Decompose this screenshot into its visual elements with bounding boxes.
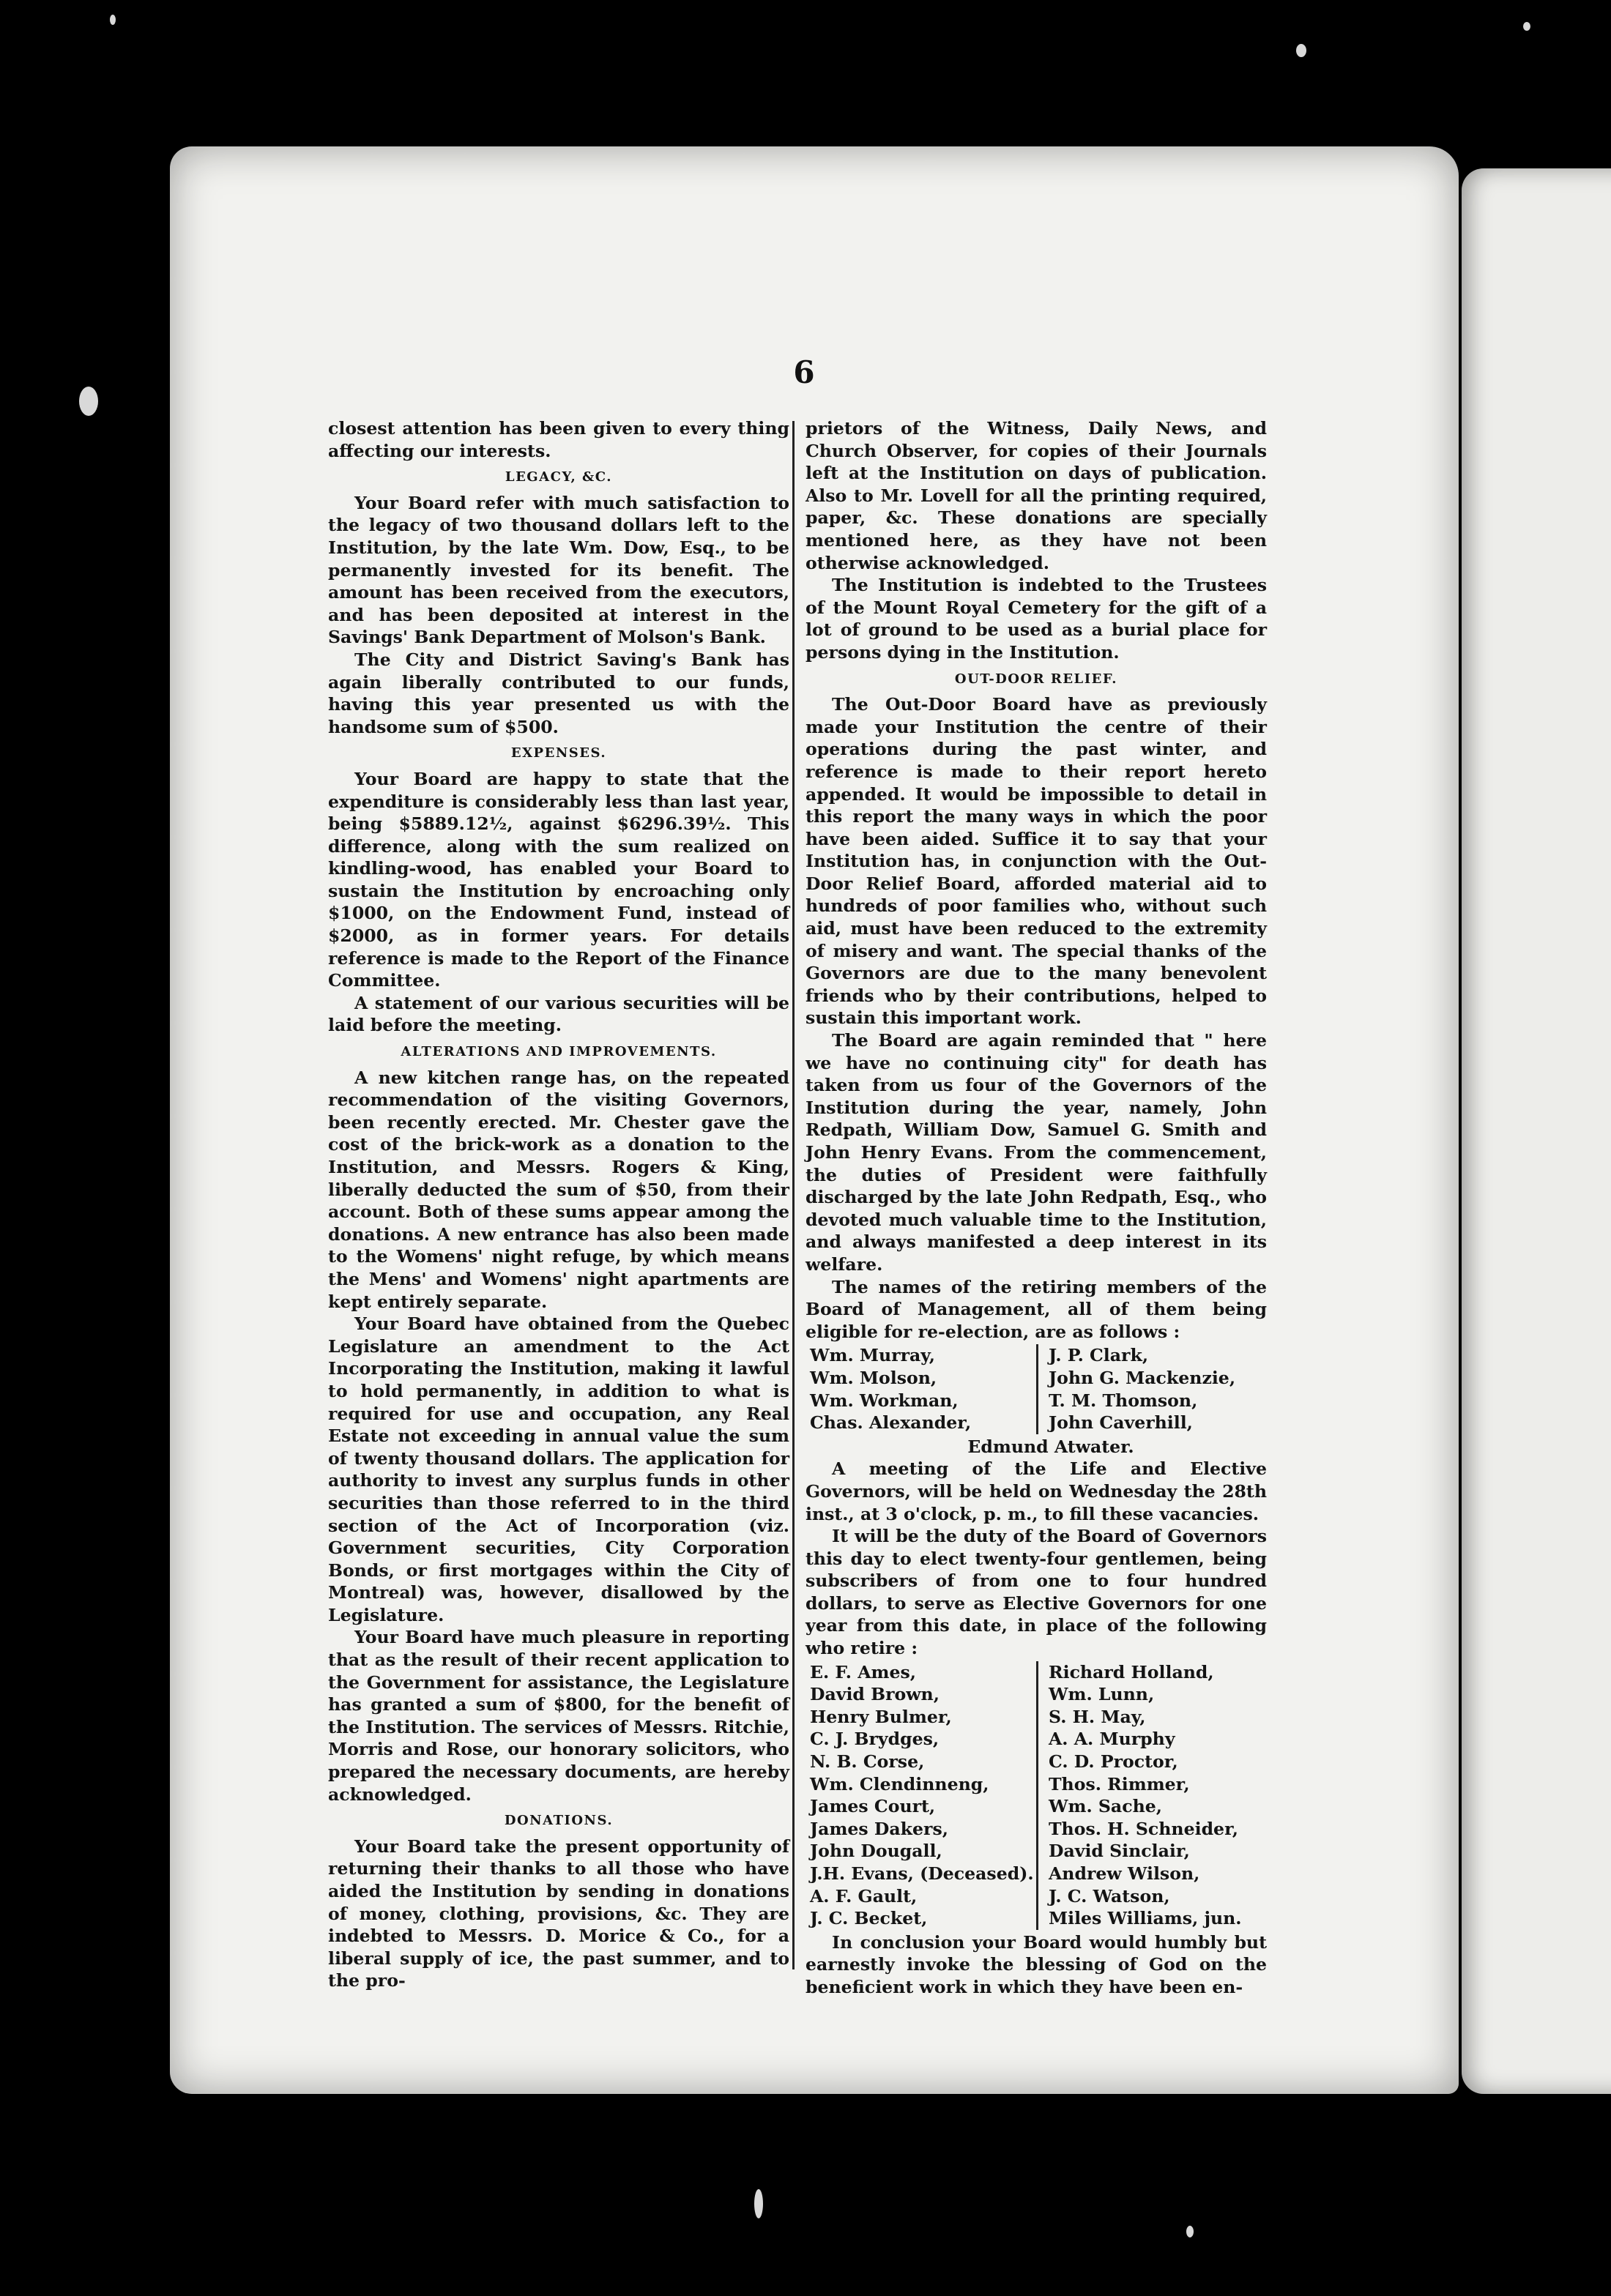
paragraph: Your Board refer with much satisfaction to the legacy of two thousand dollars left to the Institution, by the late Wm. Dow, Esq., to be permanently invested for its benefit. The amount has been received from the executors, and has been deposited at interest in the Savings' Bank Department of Molson's Bank.: [328, 492, 789, 648]
section-heading-alterations: ALTERATIONS AND IMPROVEMENTS.: [401, 1044, 717, 1060]
list-item: James Dakers,: [810, 1818, 948, 1839]
list-item: C. D. Proctor,: [1049, 1751, 1178, 1773]
list-item: J. C. Watson,: [1049, 1885, 1170, 1906]
list-item: J. P. Clark,: [1049, 1345, 1149, 1366]
film-speck: [110, 15, 116, 25]
paragraph: A statement of our various securities will be laid before the meeting.: [328, 992, 789, 1036]
retiring-governors-list: [806, 1661, 1267, 1930]
paragraph: closest attention has been given to every thing affecting our interests.: [328, 418, 789, 461]
paragraph: A meeting of the Life and Elective Governors, will be held on Wednesday the 28th inst., at 3 o'clock, p. m., to fill these vacancies.: [806, 1458, 1267, 1524]
paragraph: It will be the duty of the Board of Governors this day to elect twenty-four gentlemen, being subscribers of from one to four hundred dollars, to serve as Elective Governors for one year from this date, in place of the following who retire :: [806, 1526, 1267, 1659]
paragraph: A new kitchen range has, on the repeated recommendation of the visiting Governors, been recently erected. Mr. Chester gave the cost of the brick-work as a donation to the Institution, and Messrs. Rogers & King, liberally deducted the sum of $50, from their account. Both of these sums appear among the donations. A new entrance has also been made to the Womens' night refuge, by which means the Mens' and Womens' night apartments are kept entirely separate.: [328, 1067, 789, 1312]
section-heading-legacy: LEGACY, &C.: [505, 469, 613, 485]
right-column: [806, 417, 1267, 1999]
list-item: Thos. Rimmer,: [1049, 1773, 1190, 1794]
column-rule: [792, 421, 795, 1969]
list-item: A. F. Gault,: [810, 1885, 918, 1906]
film-speck: [79, 387, 98, 416]
list-item: Thos. H. Schneider,: [1049, 1818, 1239, 1839]
list-item: John Dougall,: [810, 1841, 942, 1862]
list-item: Wm. Workman,: [810, 1390, 959, 1411]
paragraph: The City and District Saving's Bank has again liberally contributed to our funds, having this year presented us with the handsome sum of $500.: [328, 649, 789, 737]
paragraph: Your Board take the present opportunity of returning their thanks to all those who have aided the Institution by sending in donations of money, clothing, provisions, &c. They are indebted to Messrs. D. Morice & Co., for a liberal supply of ice, the past summer, and to the pro-: [328, 1835, 789, 1991]
board-members-list: [806, 1344, 1267, 1434]
list-item: Richard Holland,: [1049, 1661, 1214, 1682]
list-item: David Sinclair,: [1049, 1841, 1190, 1862]
paragraph: The names of the retiring members of the Board of Management, all of them being eligible for re-election, are as follows :: [806, 1276, 1267, 1342]
list-item: A. A. Murphy: [1049, 1729, 1175, 1750]
list-item: Wm. Sache,: [1049, 1796, 1162, 1817]
paragraph: Your Board are happy to state that the expenditure is considerably less than last year, being $5889.12½, against $6296.39½. This difference, along with the sum realized on kindling-wood, has enabled your Board to sustain the Institution by encroaching only $1000, on the Endowment Fund, instead of $2000, as in former years. For details reference is made to the Report of the Finance Committee.: [328, 768, 789, 991]
paragraph: Your Board have much pleasure in reporting that as the result of their recent application to the Government for assistance, the Legislature has granted a sum of $800, for the benefit of the Institution. The services of Messrs. Ritchie, Morris and Rose, our honorary solicitors, who prepared the necessary documents, are hereby acknowledged.: [328, 1627, 789, 1805]
film-speck: [1186, 2226, 1194, 2237]
list-item: Wm. Murray,: [810, 1345, 935, 1366]
film-speck: [754, 2189, 763, 2218]
paragraph: The Out-Door Board have as previously made your Institution the centre of their operations during the past winter, and reference is made to their report hereto appended. It would be impossible to detail in this report the many ways in which the poor have been aided. Suffice it to say that your Institution has, in conjunction with the Out-Door Relief Board, afforded material aid to hundreds of poor families who, without such aid, must have been reduced to the extremity of misery and want. The special thanks of the Governors are due to the many benevolent friends who by their contributions, helped to sustain this important work.: [806, 694, 1267, 1029]
facing-page-edge: [1462, 168, 1611, 2094]
left-column: [328, 417, 789, 1992]
list-item: Andrew Wilson,: [1049, 1863, 1200, 1884]
section-heading-donations: DONATIONS.: [504, 1813, 614, 1829]
list-item: Miles Williams, jun.: [1049, 1908, 1242, 1929]
paragraph: The Board are again reminded that " here we have no continuing city" for death has taken from us four of the Governors of the Institution during the year, namely, John Redpath, William Dow, Samuel G. Smith and John Henry Evans. From the commencement, the duties of President were faithfully discharged by the late John Redpath, Esq., who devoted much valuable time to the Institution, and always manifested a deep interest in its welfare.: [806, 1030, 1267, 1275]
list-item: Wm. Molson,: [810, 1367, 937, 1388]
list-item: T. M. Thomson,: [1049, 1390, 1198, 1411]
list-item: J.H. Evans, (Deceased).: [810, 1863, 1034, 1884]
list-item: David Brown,: [810, 1684, 940, 1705]
paragraph: The Institution is indebted to the Trustees of the Mount Royal Cemetery for the gift of a lot of ground to be used as a burial place for persons dying in the Institution.: [806, 575, 1267, 663]
film-speck: [1523, 22, 1530, 31]
section-heading-outdoor-relief: OUT-DOOR RELIEF.: [954, 671, 1118, 687]
film-speck: [1296, 44, 1306, 57]
list-item: John G. Mackenzie,: [1049, 1367, 1236, 1388]
page-number: 6: [793, 354, 815, 390]
list-item: Henry Bulmer,: [810, 1706, 952, 1727]
paragraph: Your Board have obtained from the Quebec Legislature an amendment to the Act Incorporating the Institution, making it lawful to hold permanently, in addition to what is required for use and occupation, any Real Estate not exceeding in annual value the sum of twenty thousand dollars. The application for authority to invest any surplus funds in other securities than those referred to in the third section of the Act of Incorporation (viz. Government securities, City Corporation Bonds, or first mortgages within the City of Montreal) was, however, disallowed by the Legislature.: [328, 1313, 789, 1625]
list-item: E. F. Ames,: [810, 1661, 916, 1682]
list-item: Chas. Alexander,: [810, 1412, 972, 1434]
list-item: Wm. Clendinneng,: [810, 1773, 989, 1794]
list-item: Edmund Atwater.: [967, 1436, 1134, 1457]
paragraph: In conclusion your Board would humbly but earnestly invoke the blessing of God on the beneficient work in which they have been en-: [806, 1931, 1267, 1997]
list-item: N. B. Corse,: [810, 1751, 925, 1773]
list-item: C. J. Brydges,: [810, 1729, 940, 1750]
list-item: James Court,: [810, 1796, 936, 1817]
list-item: J. C. Becket,: [810, 1908, 928, 1929]
list-item: Wm. Lunn,: [1049, 1684, 1155, 1705]
paragraph: prietors of the Witness, Daily News, and Church Observer, for copies of their Journals left at the Institution on days of publication. Also to Mr. Lovell for all the printing required, paper, &c. These donations are specially mentioned here, as they have not been otherwise acknowledged.: [806, 418, 1267, 573]
list-item: John Caverhill,: [1049, 1412, 1193, 1434]
list-item: S. H. May,: [1049, 1706, 1146, 1727]
section-heading-expenses: EXPENSES.: [510, 745, 607, 761]
